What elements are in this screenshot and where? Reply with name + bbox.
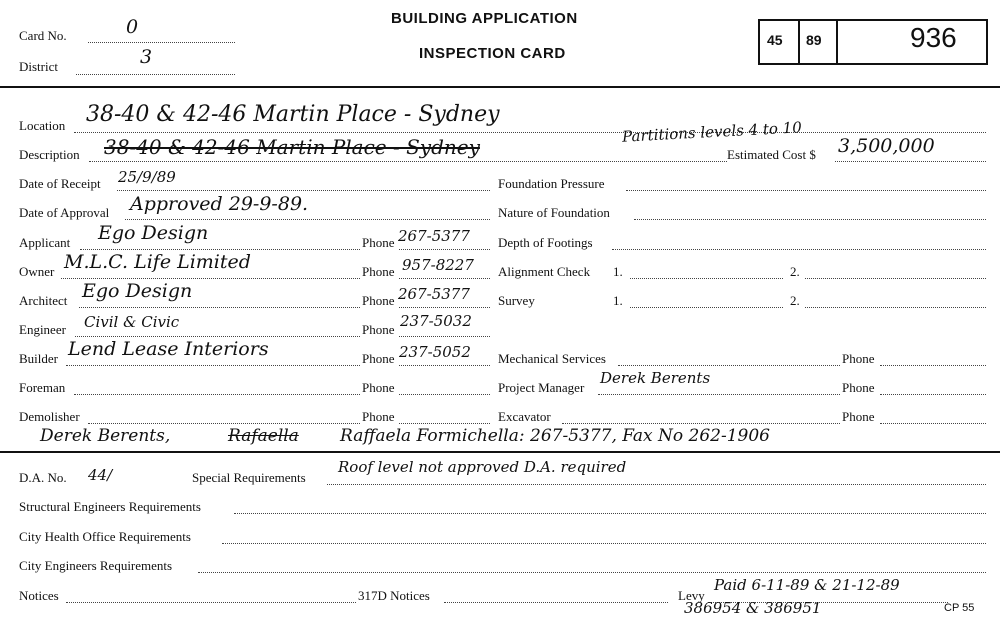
owner-phone-label: Phone	[362, 264, 395, 279]
box-divider-1	[798, 21, 800, 63]
architect-phone-label: Phone	[362, 293, 395, 308]
section-rule	[0, 451, 1000, 453]
date-approval-value: Approved 29-9-89.	[130, 193, 309, 215]
foundation-pressure-line	[626, 190, 986, 191]
alignment-check-1-line	[630, 278, 783, 279]
architect-label: Architect	[19, 293, 68, 308]
depth-footings-label: Depth of Footings	[498, 235, 593, 250]
description-line	[89, 161, 727, 162]
engineer-line	[75, 336, 360, 337]
structural-requirements-line	[234, 513, 986, 514]
excavator-line	[562, 423, 840, 424]
card-no-line	[88, 42, 235, 43]
notices-line	[66, 602, 356, 603]
levy-label: Levy	[678, 588, 705, 603]
card-no-value: 0	[126, 16, 139, 38]
code-a: 45	[767, 32, 783, 48]
structural-requirements-label: Structural Engineers Requirements	[19, 499, 201, 514]
mechanical-phone-line	[880, 365, 986, 366]
foreman-phone-label: Phone	[362, 380, 395, 395]
contact-note-struck: Rafaella	[228, 426, 299, 446]
nature-foundation-label: Nature of Foundation	[498, 205, 610, 220]
district-value: 3	[140, 46, 153, 68]
builder-value: Lend Lease Interiors	[68, 338, 269, 360]
applicant-phone-label: Phone	[362, 235, 395, 250]
contact-note-name: Derek Berents,	[40, 426, 171, 446]
city-engineers-line	[198, 572, 986, 573]
health-requirements-label: City Health Office Requirements	[19, 529, 191, 544]
form-code: CP 55	[944, 602, 975, 614]
demolisher-line	[88, 423, 360, 424]
location-label: Location	[19, 118, 66, 133]
estimated-cost-label: Estimated Cost $	[727, 147, 816, 162]
builder-phone-label: Phone	[362, 351, 395, 366]
project-manager-phone-line	[880, 394, 986, 395]
owner-phone: 957-8227	[402, 256, 474, 274]
engineer-phone-label: Phone	[362, 322, 395, 337]
city-engineers-label: City Engineers Requirements	[19, 558, 173, 573]
health-requirements-line	[222, 543, 986, 544]
excavator-phone-line	[880, 423, 986, 424]
special-requirements-label: Special Requirements	[192, 470, 306, 485]
date-approval-label: Date of Approval	[19, 205, 110, 220]
estimated-cost-line	[835, 161, 986, 162]
survey-1: 1.	[613, 293, 623, 308]
description-struck-value: 38-40 & 42-46 Martin Place - Sydney	[104, 135, 480, 159]
project-manager-line	[598, 394, 840, 395]
applicant-value: Ego Design	[98, 222, 209, 244]
location-value: 38-40 & 42-46 Martin Place - Sydney	[86, 102, 500, 127]
nature-foundation-line	[634, 219, 986, 220]
special-requirements-line	[327, 484, 986, 485]
foreman-label: Foreman	[19, 380, 66, 395]
project-manager-label: Project Manager	[498, 380, 585, 395]
alignment-check-1: 1.	[613, 264, 623, 279]
demolisher-label: Demolisher	[19, 409, 80, 424]
survey-1-line	[630, 307, 783, 308]
engineer-phone: 237-5032	[400, 312, 472, 330]
applicant-line	[80, 249, 360, 250]
excavator-label: Excavator	[498, 409, 551, 424]
date-receipt-label: Date of Receipt	[19, 176, 101, 191]
survey-2: 2.	[790, 293, 800, 308]
owner-label: Owner	[19, 264, 55, 279]
project-manager-phone-label: Phone	[842, 380, 875, 395]
date-approval-line	[125, 219, 490, 220]
da-number-label: D.A. No.	[19, 470, 67, 485]
owner-value: M.L.C. Life Limited	[64, 251, 251, 273]
estimated-cost-value: 3,500,000	[838, 135, 935, 157]
engineer-value: Civil & Civic	[84, 313, 180, 331]
date-receipt-line	[117, 190, 490, 191]
applicant-phone-line	[399, 249, 490, 250]
demolisher-phone-label: Phone	[362, 409, 395, 424]
card-no-label: Card No.	[19, 28, 67, 43]
demolisher-phone-line	[399, 423, 490, 424]
owner-phone-line	[399, 278, 490, 279]
owner-line	[61, 278, 360, 279]
notices-317d-label: 317D Notices	[358, 588, 430, 603]
builder-phone: 237-5052	[399, 343, 471, 361]
mechanical-services-label: Mechanical Services	[498, 351, 606, 366]
notices-317d-line	[444, 602, 668, 603]
title-line-1: BUILDING APPLICATION	[391, 10, 578, 27]
alignment-check-2-line	[805, 278, 986, 279]
code-b: 89	[806, 32, 822, 48]
builder-label: Builder	[19, 351, 58, 366]
architect-phone-line	[399, 307, 490, 308]
district-line	[76, 74, 235, 75]
architect-phone: 267-5377	[398, 285, 470, 303]
excavator-phone-label: Phone	[842, 409, 875, 424]
description-label: Description	[19, 147, 80, 162]
contact-note-details: Raffaela Formichella: 267-5377, Fax No 262-1906	[340, 426, 770, 446]
district-label: District	[19, 59, 58, 74]
applicant-phone: 267-5377	[398, 227, 470, 245]
notices-label: Notices	[19, 588, 59, 603]
location-line	[74, 132, 986, 133]
mechanical-services-line	[618, 365, 840, 366]
alignment-check-label: Alignment Check	[498, 264, 591, 279]
survey-label: Survey	[498, 293, 535, 308]
title-line-2: INSPECTION CARD	[419, 45, 566, 62]
survey-2-line	[805, 307, 986, 308]
levy-value: Paid 6-11-89 & 21-12-89	[714, 576, 900, 594]
builder-line	[66, 365, 360, 366]
header-rule	[0, 86, 1000, 88]
box-divider-2	[836, 21, 838, 63]
engineer-phone-line	[399, 336, 490, 337]
date-receipt-value: 25/9/89	[118, 168, 176, 186]
depth-footings-line	[612, 249, 986, 250]
mechanical-phone-label: Phone	[842, 351, 875, 366]
architect-line	[79, 307, 360, 308]
architect-value: Ego Design	[82, 280, 193, 302]
alignment-check-2: 2.	[790, 264, 800, 279]
da-number-value: 44/	[88, 466, 113, 484]
receipt-numbers: 386954 & 386951	[684, 599, 822, 617]
special-requirements-value: Roof level not approved D.A. required	[338, 458, 627, 476]
description-note: Partitions levels 4 to 10	[621, 118, 803, 146]
application-number: 936	[910, 22, 957, 53]
foundation-pressure-label: Foundation Pressure	[498, 176, 605, 191]
project-manager-value: Derek Berents	[600, 369, 711, 387]
foreman-phone-line	[399, 394, 490, 395]
engineer-label: Engineer	[19, 322, 66, 337]
applicant-label: Applicant	[19, 235, 71, 250]
builder-phone-line	[399, 365, 490, 366]
foreman-line	[74, 394, 360, 395]
